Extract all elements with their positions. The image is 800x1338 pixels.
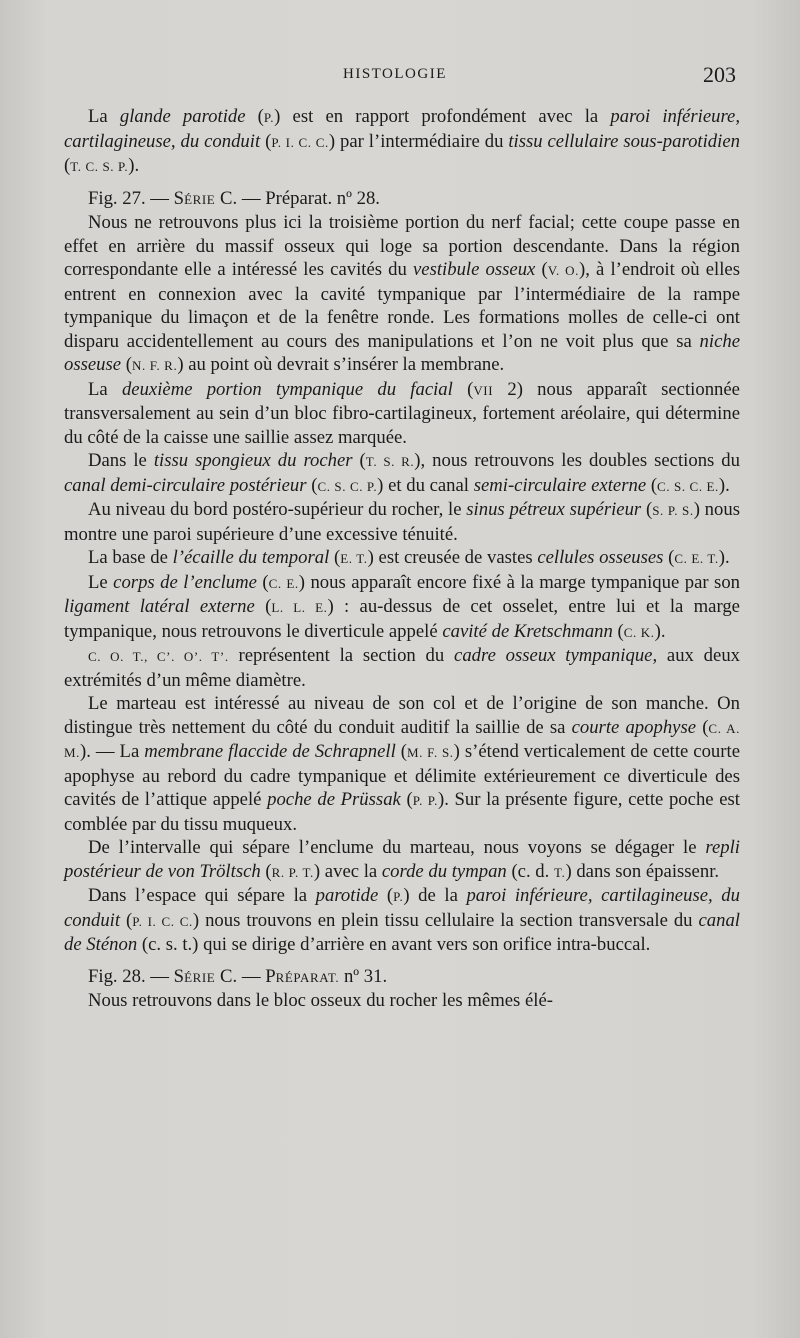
- paragraph: [64, 449, 740, 498]
- italic-term: cadre osseux tympanique: [454, 645, 653, 666]
- abbreviation: T.: [554, 864, 566, 880]
- text-run: (: [352, 450, 366, 471]
- italic-term: repli postérieur de von Tröltsch: [64, 837, 740, 882]
- italic-term: membrane flaccide de Schrapnell: [144, 741, 396, 762]
- text-run: ).: [718, 474, 730, 496]
- abbreviation: VII: [473, 382, 494, 398]
- italic-term: cavité de Kretschmann: [442, 620, 613, 642]
- italic-term: courte apophyse: [571, 716, 697, 738]
- abbreviation: C. S. C. P.: [317, 478, 378, 494]
- abbreviation: T. C. S. P.: [70, 159, 129, 174]
- text-run: ) dans son épaissenr.: [565, 860, 720, 882]
- italic-term: glande parotide: [119, 106, 246, 127]
- text-run: ) est en rapport profondément avec la: [274, 106, 611, 127]
- paragraph: [64, 836, 740, 884]
- text-run: (: [535, 259, 548, 280]
- abbreviation: L. L. E.: [271, 600, 328, 615]
- text-run: (: [641, 499, 653, 520]
- text-run: C. — P: [215, 965, 276, 987]
- italic-term: canal demi-circulaire postérieur: [64, 474, 307, 496]
- text-run: ).: [654, 620, 666, 642]
- text-run: , aux deux extrémités d’un même diamètre.: [64, 645, 741, 691]
- body-text: [64, 105, 740, 1013]
- text-run: (: [329, 547, 341, 568]
- italic-term: l’écaille du temporal: [172, 547, 330, 568]
- text-run: ). — La: [80, 741, 145, 762]
- paragraph: [64, 989, 740, 1013]
- text-run: (: [121, 354, 132, 375]
- text-run: ).: [128, 155, 140, 176]
- text-run: La: [88, 378, 122, 400]
- italic-term: canal de Sténon: [64, 909, 740, 955]
- paragraph: [64, 884, 740, 957]
- text-run: De l’intervalle qui sépare l’enclume du marteau, nous voyons se dégager le: [88, 837, 706, 858]
- text-run: Nous retrouvons dans le bloc osseux du rocher les mêmes élé-: [88, 990, 553, 1011]
- abbreviation: C. A. M.: [64, 720, 740, 760]
- italic-term: tissu cellulaire sous-parotidien: [508, 130, 740, 152]
- abbreviation: ÉRIE: [184, 969, 216, 985]
- paragraph: [64, 211, 740, 378]
- italic-term: semi-circulaire externe: [473, 474, 647, 496]
- text-run: (: [612, 620, 624, 642]
- italic-term: ligament latéral externe: [64, 596, 255, 617]
- figure-heading: [64, 965, 740, 990]
- paragraph: [64, 644, 740, 692]
- italic-term: corde du tympan: [381, 860, 507, 882]
- text-run: ), à l’endroit où elles entrent en connexion avec la cavité tympanique par l’intermédiaire de la rampe tympanique du limaçon et de la fenêtre ronde. Les formations molles de celle-ci ont disparu accidentellement au cours des manipulations et l’on ne voit plus que sa: [64, 259, 740, 352]
- page-number: 203: [703, 62, 736, 87]
- figure-heading: [64, 187, 740, 212]
- text-run: Le marteau est intéressé au niveau de son col et de l’origine de son manche. On distingue très nettement du côté du conduit auditif la saillie de sa: [64, 693, 740, 738]
- italic-term: corps de l’enclume: [113, 571, 257, 593]
- italic-term: poche de Prüssak: [267, 789, 401, 810]
- italic-term: tissu spongieux du rocher: [153, 450, 353, 471]
- italic-term: niche osseuse: [64, 330, 740, 375]
- abbreviation: P.: [393, 889, 404, 904]
- italic-term: parotide: [315, 885, 379, 906]
- text-run: ) de la: [403, 885, 467, 906]
- abbreviation: E. T.: [340, 551, 368, 566]
- text-run: (: [120, 909, 133, 931]
- abbreviation: V. O.: [547, 263, 580, 278]
- running-title: HISTOLOGIE: [343, 66, 447, 82]
- text-run: (c. d.: [506, 860, 554, 882]
- paragraph: [64, 571, 740, 645]
- text-run: ) est creusée de vastes: [367, 547, 538, 568]
- text-run: (: [260, 130, 272, 152]
- abbreviation: P. I. C. C.: [132, 913, 193, 929]
- text-run: ) : au-dessus de cet osselet, entre lui et la marge tympanique, nous retrouvons le diverticule appelé: [64, 596, 740, 642]
- abbreviation: RÉPARAT.: [275, 969, 340, 985]
- text-run: Nous ne retrouvons plus ici la troisième portion du nerf facial; cette coupe passe en effet en arrière du massif osseux qui loge sa portion descendante. Dans la région correspondante elle a intéressé les cavités du: [64, 212, 740, 280]
- text-run: La base de: [88, 547, 173, 568]
- paragraph: [64, 378, 740, 450]
- abbreviation: C. K.: [623, 624, 655, 640]
- text-run: (: [378, 885, 394, 906]
- abbreviation: T. S. R.: [365, 454, 415, 469]
- italic-term: deuxième portion tympanique du facial: [121, 378, 453, 400]
- text-run: 2) nous apparaît sectionnée transversalement au sein d’un bloc fibro-cartilagineux, fortement aréolaire, qui détermine du côté de la caisse une saillie assez marquée.: [64, 378, 740, 448]
- page-header: [0, 62, 800, 92]
- text-run: ) nous trouvons en plein tissu cellulaire la section transversale du: [192, 909, 699, 931]
- text-run: C. — Préparat. nº 28.: [215, 187, 380, 209]
- text-run: ) et du canal: [377, 474, 474, 496]
- abbreviation: S. P. S.: [652, 503, 694, 518]
- text-run: (: [400, 789, 413, 810]
- text-run: ) avec la: [313, 860, 382, 882]
- abbreviation: R. P. T.: [271, 864, 314, 880]
- italic-term: paroi inférieure, cartilagineuse, du conduit: [64, 885, 740, 931]
- abbreviation: ÉRIE: [184, 191, 216, 207]
- text-run: (: [306, 474, 318, 496]
- abbreviation: M. F. S.: [407, 745, 454, 760]
- text-run: (: [646, 474, 658, 496]
- italic-term: paroi inférieure, cartilagineuse, du conduit: [64, 106, 740, 152]
- text-run: (: [260, 860, 272, 882]
- text-run: (: [256, 571, 269, 593]
- italic-term: vestibule osseux: [412, 259, 536, 280]
- text-run: ), nous retrouvons les doubles sections du: [414, 450, 740, 471]
- abbreviation: C. E.: [268, 575, 299, 591]
- text-run: (: [696, 716, 709, 738]
- paragraph: [64, 692, 740, 836]
- text-run: (: [452, 378, 474, 400]
- text-run: représentent la section du: [228, 645, 455, 666]
- abbreviation: P. P.: [412, 793, 438, 808]
- text-run: Au niveau du bord postéro-supérieur du rocher, le: [88, 499, 467, 520]
- text-run: Dans l’espace qui sépare la: [88, 885, 316, 906]
- text-run: ). Sur la présente figure, cette poche est comblée par du tissu muqueux.: [64, 789, 740, 835]
- abbreviation: C. E. T.: [674, 551, 719, 566]
- abbreviation: N. F. R.: [132, 358, 178, 373]
- text-run: La: [88, 106, 120, 127]
- text-run: (: [64, 155, 71, 176]
- text-run: Le: [88, 571, 114, 593]
- text-run: (c. s. t.) qui se dirige d’arrière en avant vers son orifice intra-buccal.: [137, 934, 651, 955]
- italic-term: cellules osseuses: [537, 547, 664, 568]
- paragraph: [64, 498, 740, 546]
- abbreviation: P.: [263, 110, 275, 125]
- abbreviation: C. O. T., C’. O’. T’.: [88, 649, 229, 664]
- paragraph: [64, 546, 740, 571]
- italic-term: sinus pétreux supérieur: [466, 499, 642, 520]
- text-run: Fig. 28. — S: [88, 965, 185, 987]
- paragraph: [64, 105, 740, 179]
- text-run: (: [254, 596, 272, 617]
- text-run: ).: [718, 547, 730, 568]
- text-run: (: [395, 741, 407, 762]
- text-run: ) s’étend verticalement de cette courte apophyse au rebord du cadre tympanique et délimite extérieurement ce diverticule des cavités de l’attique appelé: [64, 741, 740, 810]
- text-run: ) nous apparaît encore fixé à la marge tympanique par son: [298, 571, 741, 593]
- abbreviation: P. I. C. C.: [271, 134, 329, 150]
- text-run: Dans le: [88, 450, 154, 471]
- text-run: (: [245, 106, 264, 127]
- text-run: Fig. 27. — S: [88, 187, 185, 209]
- text-run: (: [663, 547, 675, 568]
- text-run: nº 31.: [339, 965, 388, 987]
- text-run: ) par l’intermédiaire du: [328, 130, 509, 152]
- text-run: ) au point où devrait s’insérer la membrane.: [177, 354, 505, 375]
- text-run: ) nous montre une paroi supérieure d’une excessive ténuité.: [64, 499, 740, 545]
- abbreviation: C. S. C. E.: [657, 478, 719, 494]
